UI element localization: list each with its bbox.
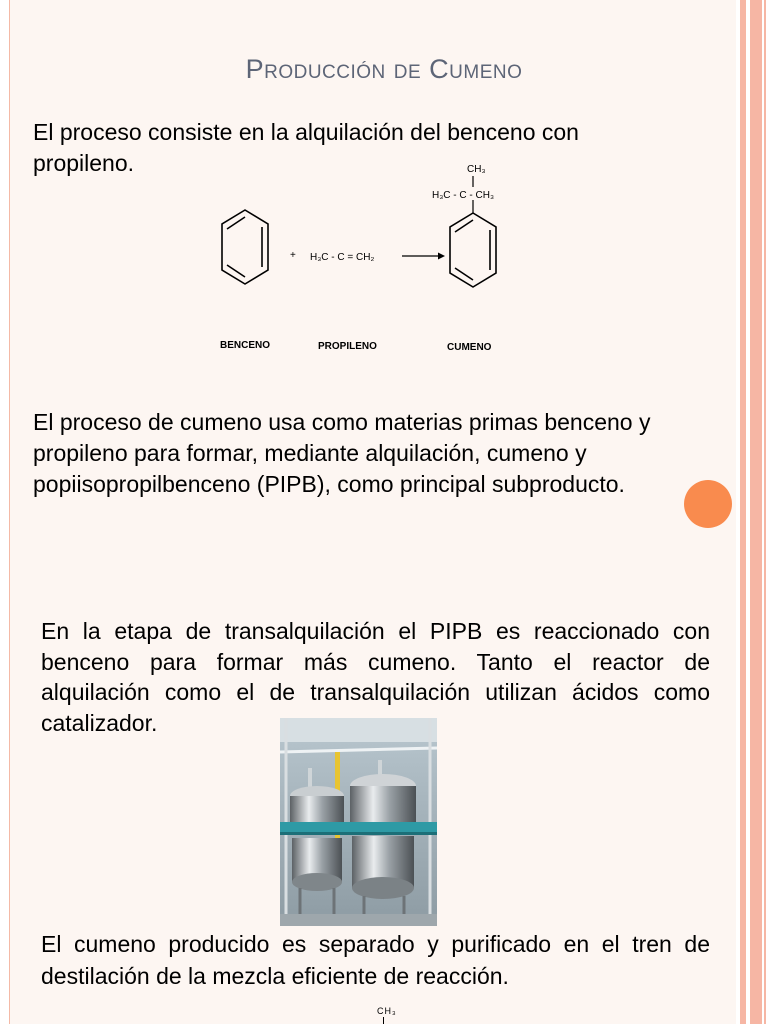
cumene-benzene-ring <box>450 213 496 287</box>
footer-ch3-fragment: CH₃ <box>377 1006 397 1016</box>
propylene-formula: H₃C - C = CH₂ <box>310 252 375 263</box>
accent-circle <box>684 480 732 528</box>
label-cumene: CUMENO <box>447 342 492 353</box>
cumene-formula: H₃C - C - CH₃ <box>432 190 495 201</box>
arrow-head <box>438 253 445 260</box>
paragraph-process: El proceso de cumeno usa como materias primas benceno y propileno para formar, mediante alquilación, cumeno y popiisopropilbenceno (PIPB), como principal subproducto. <box>33 409 651 497</box>
slide-title: Producción de Cumeno <box>245 54 523 84</box>
benzene-ring <box>222 210 268 284</box>
paragraph-transalkylation: En la etapa de transalquilación el PIPB es reaccionado con benceno para formar más cumeno. Tanto el reactor de alquilación como el de transalquilación utilizan ácidos como catalizador. <box>41 618 710 736</box>
label-benzene: BENCENO <box>220 340 271 351</box>
reaction-diagram <box>210 155 530 365</box>
paragraph-distillation: El cumeno producido es separado y purificado en el tren de destilación de la mezcla eficiente de reacción. <box>41 931 710 989</box>
reactor-photo <box>280 718 437 926</box>
cumene-ch3-top: CH₃ <box>467 164 486 175</box>
right-border-decoration <box>736 0 768 1024</box>
paragraph-intro: El proceso consiste en la alquilación del benceno con propileno. <box>33 119 579 176</box>
label-propylene: PROPILENO <box>318 341 377 352</box>
footer-bond-line <box>383 1017 384 1024</box>
plus-sign: + <box>290 250 296 261</box>
left-border-decoration <box>0 0 10 1024</box>
